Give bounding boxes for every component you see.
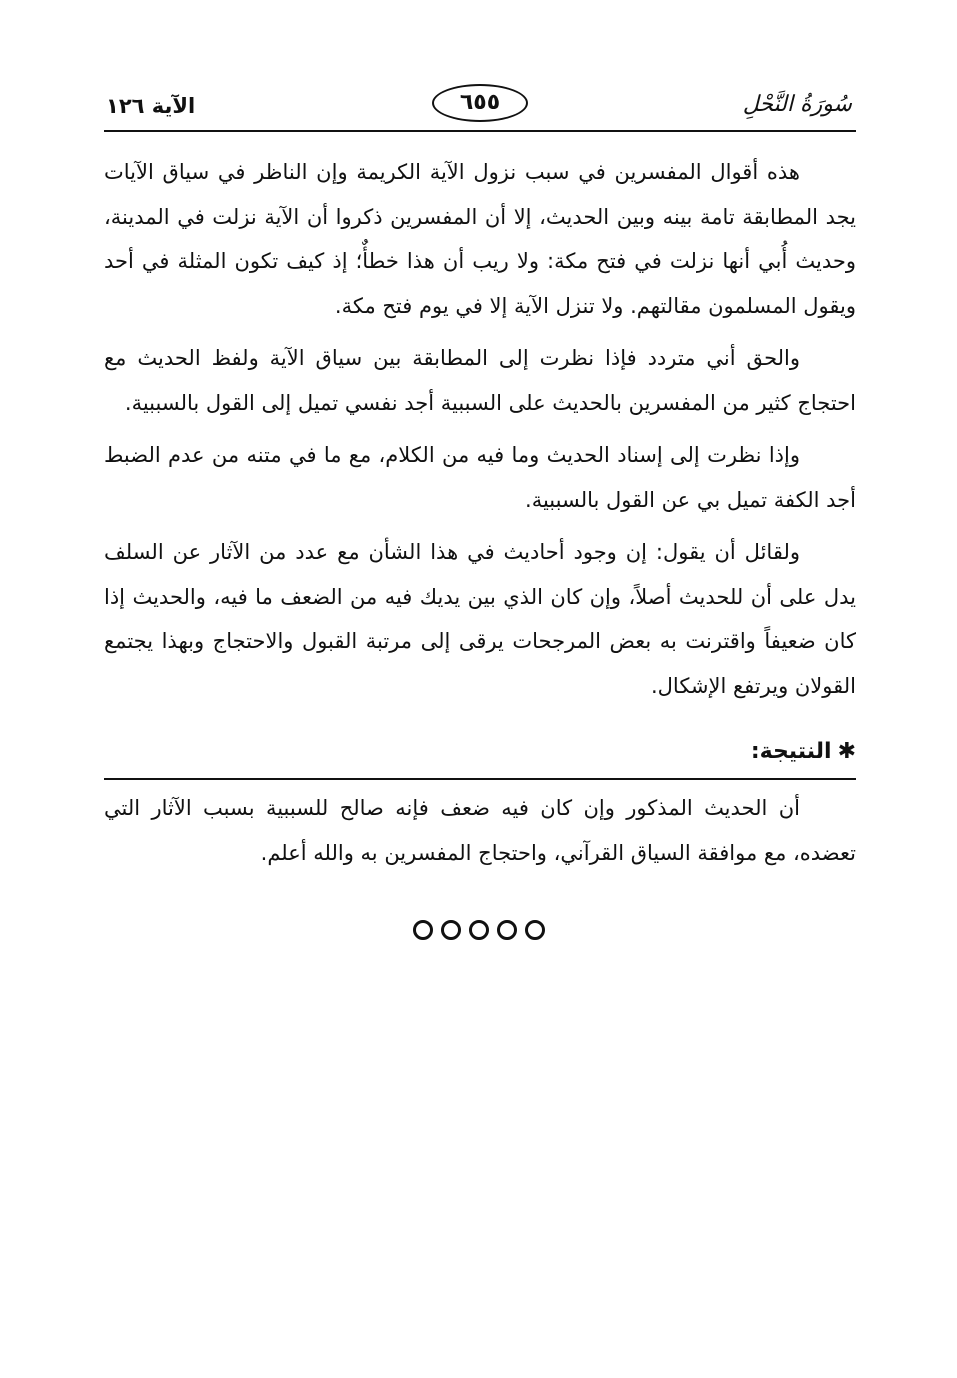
page-number-frame: [432, 84, 528, 122]
ring-ornament-icon: [469, 920, 489, 940]
result-heading-rule: [104, 778, 856, 780]
end-ornament: [0, 920, 957, 940]
asterisk-icon: ✱: [837, 739, 856, 764]
result-heading-text: النتيجة:: [750, 739, 832, 764]
verse-label: الآية ١٢٦: [106, 94, 196, 118]
paragraph: وإذا نظرت إلى إسناد الحديث وما فيه من الكلام، مع ما في متنه من عدم الضبط أجد الكفة تميل بي عن القول بالسببية.: [104, 443, 856, 512]
paragraph: هذه أقوال المفسرين في سبب نزول الآية الكريمة وإن الناظر في سياق الآيات يجد المطابقة تامة بينه وبين الحديث، إلا أن المفسرين ذكروا أن الآية نزلت في المدينة، وحديث أُبي أنها نزلت في فتح مكة: ولا ريب أن هذا خطأٌ؛ إذ كيف تكون المثلة في أحد ويقول المسلمون مقالتهم. ولا تنزل الآية إلا في يوم فتح مكة.: [104, 160, 856, 318]
ring-ornament-icon: [525, 920, 545, 940]
result-heading: [104, 730, 856, 774]
ring-ornament-icon: [497, 920, 517, 940]
paragraph: والحق أني متردد فإذا نظرت إلى المطابقة بين سياق الآية ولفظ الحديث مع احتجاج كثير من المفسرين بالحديث على السببية أجد نفسي تميل إلى القول بالسببية.: [104, 346, 856, 415]
header-rule: [104, 130, 856, 132]
ring-ornament-icon: [413, 920, 433, 940]
body-text: [104, 150, 856, 883]
result-paragraph: أن الحديث المذكور وإن كان فيه ضعف فإنه صالح للسببية بسبب الآثار التي تعضده، مع موافقة السياق القرآني، واحتجاج المفسرين به والله أعلم.: [104, 796, 856, 865]
page-number: ٦٥٥: [459, 90, 501, 115]
ring-ornament-icon: [441, 920, 461, 940]
paragraph: ولقائل أن يقول: إن وجود أحاديث في هذا الشأن مع عدد من الآثار عن السلف يدل على أن للحديث أصلاً، وإن كان الذي بين يديك فيه من الضعف ما فيه، والحديث إذا كان ضعيفاً واقترنت به بعض المرجحات يرقى إلى مرتبة القبول والاحتجاج وبهذا يجتمع القولان ويرتفع الإشكال.: [104, 540, 856, 698]
surah-name: سُورَةُ النَّحْلِ: [742, 92, 852, 117]
page-header: [104, 78, 856, 132]
